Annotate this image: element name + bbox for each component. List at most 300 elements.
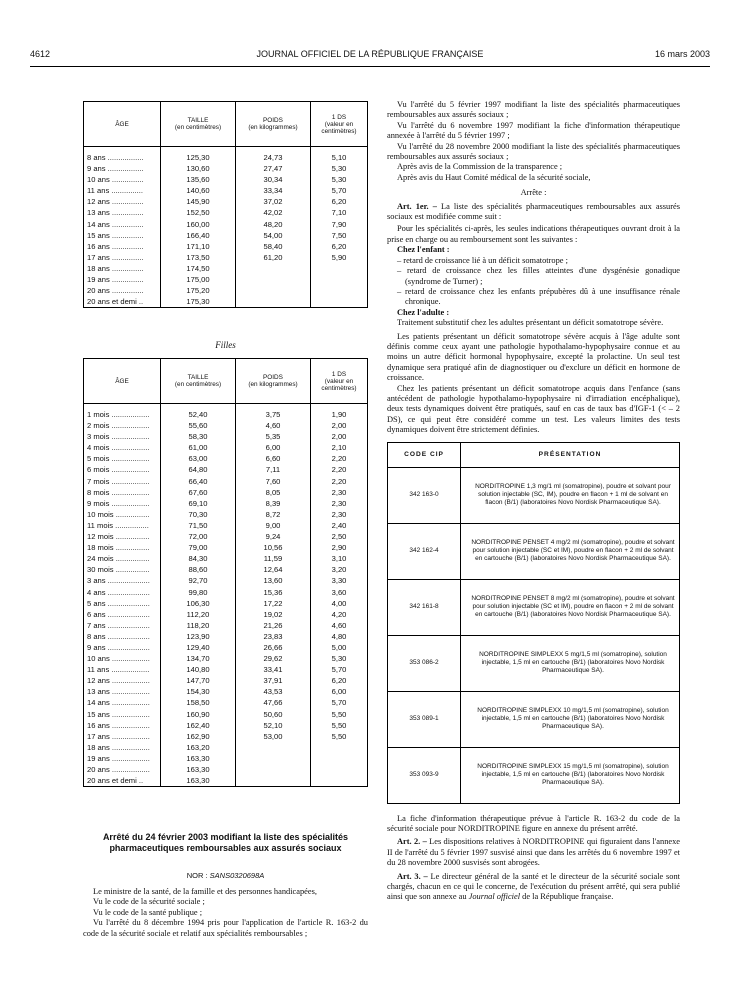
ds-cell: 5,50 [311, 709, 368, 720]
ds-cell: 6,20 [311, 675, 368, 686]
age-cell: 8 ans .................... [84, 631, 161, 642]
ds-cell: 6,20 [311, 196, 368, 207]
list-item: – retard de croissance chez les enfants prépubères dû à une insuffisance rénale chronique. [397, 286, 680, 307]
table-row [84, 464, 368, 475]
age-cell: 13 ans ............... [84, 207, 161, 218]
poids-cell: 52,10 [236, 720, 311, 731]
table-row [84, 587, 368, 598]
taille-cell: 140,60 [161, 185, 236, 196]
poids-cell: 24,73 [236, 152, 311, 163]
age-cell: 1 mois .................. [84, 409, 161, 420]
age-cell: 14 ans .................. [84, 697, 161, 708]
age-cell: 16 ans .................. [84, 720, 161, 731]
poids-cell: 8,72 [236, 509, 311, 520]
poids-cell [236, 742, 311, 753]
age-cell: 17 ans .................. [84, 731, 161, 742]
paragraph: Vu l'arrêté du 5 février 1997 modifiant la liste des spécialités pharmaceutiques remboursables aux assurés sociaux ; [387, 100, 680, 120]
taille-cell: 79,00 [161, 542, 236, 553]
ds-cell: 2,40 [311, 520, 368, 531]
paragraph: Chez les patients présentant un déficit somatotrope acquis dans l'enfance (sans antécédent de pathologie hypothalamo-hypophysaire ni d'irradiation encéphalique), deux tests dynamiques doivent être pratiqués, sauf en cas de taux bas d'IGF-1 (< – 2 DS), ce qui peut être considéré comme un test. Les valeurs limites des tests dynamiques doivent être strictement définies. [387, 383, 680, 435]
poids-cell: 7,11 [236, 464, 311, 475]
ds-cell: 2,30 [311, 498, 368, 509]
taille-cell: 173,50 [161, 252, 236, 263]
taille-cell: 67,60 [161, 487, 236, 498]
taille-cell: 61,00 [161, 442, 236, 453]
presentation-cell: NORDITROPINE PENSET 4 mg/2 ml (somatropine), poudre et solvant pour solution injectable (SC et IM), poudre en flacon + 2 ml de solvant en cartouche (B/1) (laboratoires Novo Nordisk Pharmaceutique SA). [461, 523, 680, 579]
taille-cell: 55,60 [161, 420, 236, 431]
taille-cell: 175,00 [161, 274, 236, 285]
ds-cell: 3,30 [311, 575, 368, 586]
age-cell: 11 ans .................. [84, 664, 161, 675]
age-cell: 2 mois .................. [84, 420, 161, 431]
age-cell: 10 ans ............... [84, 174, 161, 185]
table-row [84, 409, 368, 420]
arrete-title: Arrêté du 24 février 2003 modifiant la liste des spécialités pharmaceutiques remboursables aux assurés sociaux [102, 832, 349, 853]
age-cell: 3 ans .................... [84, 575, 161, 586]
paragraph: Pour les spécialités ci-après, les seules indications thérapeutiques ouvrant droit à la prise en charge ou au remboursement sont les suivantes : [387, 224, 680, 244]
poids-cell: 61,20 [236, 252, 311, 263]
taille-cell: 123,90 [161, 631, 236, 642]
age-cell: 12 mois ................ [84, 531, 161, 542]
table-garcons-body [84, 147, 368, 308]
taille-cell: 135,60 [161, 174, 236, 185]
ds-cell: 2,20 [311, 476, 368, 487]
ds-cell: 3,20 [311, 564, 368, 575]
ds-cell [311, 263, 368, 274]
table-row [388, 523, 680, 579]
age-cell: 19 ans .................. [84, 753, 161, 764]
taille-cell: 140,80 [161, 664, 236, 675]
ds-cell: 2,20 [311, 464, 368, 475]
ds-cell: 7,10 [311, 207, 368, 218]
taille-cell: 163,20 [161, 742, 236, 753]
table-row [84, 420, 368, 431]
taille-cell: 70,30 [161, 509, 236, 520]
taille-cell: 145,90 [161, 196, 236, 207]
page-number: 4612 [30, 49, 51, 59]
paragraph: Vu le code de la santé publique ; [93, 907, 203, 917]
poids-cell: 58,40 [236, 241, 311, 252]
presentation-cell: NORDITROPINE SIMPLEXX 15 mg/1,5 ml (somatropine), solution injectable, 1,5 ml en cartouche (B/1) (laboratoires Novo Nordisk Pharmaceutique SA). [461, 747, 680, 803]
poids-cell: 8,39 [236, 498, 311, 509]
taille-cell: 166,40 [161, 230, 236, 241]
presentation-cell: NORDITROPINE SIMPLEXX 5 mg/1,5 ml (somatropine), solution injectable, 1,5 ml en cartouche (B/1) (laboratoires Novo Nordisk Pharmaceutique SA). [461, 635, 680, 691]
taille-cell: 163,30 [161, 764, 236, 775]
taille-cell: 175,20 [161, 285, 236, 296]
age-cell: 30 mois ................ [84, 564, 161, 575]
table-row [84, 764, 368, 775]
paragraph: Après avis du Haut Comité médical de la sécurité sociale, [397, 172, 591, 182]
table-row [84, 453, 368, 464]
col-taille: TAILLE (en centimètres) [161, 102, 236, 147]
code-cip-cell: 342 162-4 [388, 523, 461, 579]
table-filles [83, 358, 368, 787]
table-row [84, 564, 368, 575]
ds-cell [311, 764, 368, 775]
subheading-enfant: Chez l'enfant : [397, 245, 450, 255]
ds-cell: 3,10 [311, 553, 368, 564]
age-cell: 7 ans .................... [84, 620, 161, 631]
poids-cell: 47,66 [236, 697, 311, 708]
poids-cell: 3,75 [236, 409, 311, 420]
table-row [84, 609, 368, 620]
poids-cell: 30,34 [236, 174, 311, 185]
age-cell: 8 ans ................. [84, 152, 161, 163]
poids-cell: 15,36 [236, 587, 311, 598]
taille-cell: 118,20 [161, 620, 236, 631]
table-garcons [83, 101, 368, 308]
code-cip-cell: 353 093-9 [388, 747, 461, 803]
poids-cell: 11,59 [236, 553, 311, 564]
ds-cell [311, 775, 368, 787]
age-cell: 7 mois .................. [84, 476, 161, 487]
ds-cell: 2,90 [311, 542, 368, 553]
taille-cell: 92,70 [161, 575, 236, 586]
table-row [84, 686, 368, 697]
table-garcons-wrap [83, 101, 368, 308]
col-age: ÂGE [84, 102, 161, 147]
age-cell: 3 mois .................. [84, 431, 161, 442]
taille-cell: 69,10 [161, 498, 236, 509]
ds-cell [311, 742, 368, 753]
age-cell: 17 ans ............... [84, 252, 161, 263]
table-row [84, 241, 368, 252]
code-cip-cell: 353 089-1 [388, 691, 461, 747]
poids-cell: 5,35 [236, 431, 311, 442]
poids-cell: 53,00 [236, 731, 311, 742]
table-row [84, 285, 368, 296]
col-poids: POIDS (en kilogrammes) [236, 359, 311, 404]
taille-cell: 171,10 [161, 241, 236, 252]
code-cip-cell: 342 161-8 [388, 579, 461, 635]
poids-cell: 29,62 [236, 653, 311, 664]
issue-date: 16 mars 2003 [654, 49, 710, 59]
age-cell: 4 mois .................. [84, 442, 161, 453]
table-filles-body [84, 404, 368, 787]
table-row [84, 476, 368, 487]
poids-cell: 17,22 [236, 598, 311, 609]
taille-cell: 163,30 [161, 753, 236, 764]
header-rule [30, 66, 710, 67]
table-row [84, 263, 368, 274]
paragraph: Après avis de la Commission de la transparence ; [397, 162, 563, 172]
poids-cell: 8,05 [236, 487, 311, 498]
taille-cell: 130,60 [161, 163, 236, 174]
ds-cell: 4,60 [311, 620, 368, 631]
age-cell: 9 ans ................. [84, 163, 161, 174]
age-cell: 9 ans .................... [84, 642, 161, 653]
journal-title: JOURNAL OFFICIEL DE LA RÉPUBLIQUE FRANÇAISE [256, 49, 484, 59]
table-row [84, 653, 368, 664]
subheading-adulte: Chez l'adulte : [397, 307, 450, 317]
age-cell: 14 ans ............... [84, 219, 161, 230]
age-cell: 16 ans ............... [84, 241, 161, 252]
poids-cell: 23,83 [236, 631, 311, 642]
taille-cell: 152,50 [161, 207, 236, 218]
col-presentation: PRÉSENTATION [461, 442, 680, 467]
taille-cell: 58,30 [161, 431, 236, 442]
ds-cell: 3,60 [311, 587, 368, 598]
taille-cell: 129,40 [161, 642, 236, 653]
table-row [84, 442, 368, 453]
right-column [387, 100, 680, 903]
table-row [388, 579, 680, 635]
age-cell: 15 ans .................. [84, 709, 161, 720]
age-cell: 20 ans et demi .. [84, 296, 161, 308]
age-cell: 18 mois ................ [84, 542, 161, 553]
taille-cell: 175,30 [161, 296, 236, 308]
age-cell: 15 ans ............... [84, 230, 161, 241]
article-1: Art. 1er. – La liste des spécialités pharmaceutiques remboursables aux assurés sociaux est modifiée comme suit : [387, 201, 681, 222]
presentation-cell: NORDITROPINE PENSET 8 mg/2 ml (somatropine), poudre et solvant pour solution injectable (SC et IM), poudre en flacon + 2 ml de solvant en cartouche (B/1) (laboratoires Novo Nordisk Pharmaceutique SA). [461, 579, 680, 635]
ds-cell: 5,00 [311, 642, 368, 653]
ds-cell: 5,30 [311, 174, 368, 185]
poids-cell: 26,66 [236, 642, 311, 653]
ds-cell: 5,10 [311, 152, 368, 163]
age-cell: 9 mois .................. [84, 498, 161, 509]
poids-cell: 21,26 [236, 620, 311, 631]
age-cell: 18 ans .................. [84, 742, 161, 753]
taille-cell: 52,40 [161, 409, 236, 420]
taille-cell: 162,40 [161, 720, 236, 731]
table-row [84, 620, 368, 631]
table-row [84, 542, 368, 553]
taille-cell: 66,40 [161, 476, 236, 487]
taille-cell: 125,30 [161, 152, 236, 163]
table-row [84, 163, 368, 174]
ds-cell: 2,00 [311, 420, 368, 431]
ds-cell: 2,00 [311, 431, 368, 442]
table-row [84, 742, 368, 753]
code-cip-cell: 353 086-2 [388, 635, 461, 691]
table-row [84, 775, 368, 787]
article-2: Art. 2. – Les dispositions relatives à NORDITROPINE qui figuraient dans l'annexe II de l'arrêté du 5 février 1997 susvisé ainsi que dans les arrêtés du 6 novembre 1997 et du 28 novembre 2000 susvisés sont abrogées. [387, 837, 680, 868]
table-row [84, 498, 368, 509]
filles-label: Filles [215, 340, 236, 350]
poids-cell: 33,41 [236, 664, 311, 675]
col-ds: 1 DS (valeur en centimètres) [311, 359, 368, 404]
ds-cell [311, 274, 368, 285]
presentation-table [387, 442, 680, 804]
table-row [84, 642, 368, 653]
table-row [84, 509, 368, 520]
age-cell: 8 mois .................. [84, 487, 161, 498]
code-cip-cell: 342 163-0 [388, 467, 461, 523]
taille-cell: 158,50 [161, 697, 236, 708]
col-ds: 1 DS (valeur en centimètres) [311, 102, 368, 147]
poids-cell: 10,56 [236, 542, 311, 553]
ds-cell: 5,70 [311, 185, 368, 196]
ds-cell: 5,50 [311, 720, 368, 731]
taille-cell: 88,60 [161, 564, 236, 575]
taille-cell: 72,00 [161, 531, 236, 542]
table-row [84, 664, 368, 675]
table-row [84, 675, 368, 686]
taille-cell: 63,00 [161, 453, 236, 464]
presentation-cell: NORDITROPINE SIMPLEXX 10 mg/1,5 ml (somatropine), solution injectable, 1,5 ml en cartouche (B/1) (laboratoires Novo Nordisk Pharmaceutique SA). [461, 691, 680, 747]
presentation-table-body [388, 467, 680, 803]
age-cell: 6 mois .................. [84, 464, 161, 475]
taille-cell: 84,30 [161, 553, 236, 564]
poids-cell: 54,00 [236, 230, 311, 241]
taille-cell: 160,90 [161, 709, 236, 720]
ds-cell: 7,90 [311, 219, 368, 230]
poids-cell: 9,00 [236, 520, 311, 531]
age-cell: 13 ans .................. [84, 686, 161, 697]
poids-cell [236, 753, 311, 764]
taille-cell: 147,70 [161, 675, 236, 686]
col-poids: POIDS (en kilogrammes) [236, 102, 311, 147]
taille-cell: 162,90 [161, 731, 236, 742]
col-code-cip: CODE CIP [388, 442, 461, 467]
age-cell: 20 ans et demi .. [84, 775, 161, 787]
table-row [84, 520, 368, 531]
list-item: – retard de croissance chez les filles atteintes d'une dysgénésie gonadique (syndrome de Turner) ; [397, 266, 680, 286]
article-3: Art. 3. – Le directeur général de la santé et le directeur de la sécurité sociale sont chargés, chacun en ce qui le concerne, de l'exécution du présent arrêté, qui sera publié ainsi que son annexe au Journal officiel de la République française. [387, 871, 680, 902]
age-cell: 12 ans ............... [84, 196, 161, 207]
ds-cell: 2,50 [311, 531, 368, 542]
page-header [30, 49, 710, 63]
ds-cell: 6,00 [311, 686, 368, 697]
age-cell: 20 ans .................. [84, 764, 161, 775]
paragraph: Vu l'arrêté du 6 novembre 1997 modifiant la fiche d'information thérapeutique annexée à l'arrêté du 5 février 1997 ; [387, 120, 680, 141]
age-cell: 10 mois ................ [84, 509, 161, 520]
age-cell: 11 mois ................ [84, 520, 161, 531]
poids-cell: 37,02 [236, 196, 311, 207]
taille-cell: 71,50 [161, 520, 236, 531]
paragraph: La fiche d'information thérapeutique prévue à l'article R. 163-2 du code de la sécurité sociale pour NORDITROPINE figure en annexe du présent arrêté. [387, 813, 680, 833]
poids-cell: 27,47 [236, 163, 311, 174]
table-row [84, 575, 368, 586]
table-row [388, 467, 680, 523]
table-row [84, 296, 368, 308]
ds-cell: 1,90 [311, 409, 368, 420]
ds-cell: 2,20 [311, 453, 368, 464]
taille-cell: 154,30 [161, 686, 236, 697]
taille-cell: 99,80 [161, 587, 236, 598]
ds-cell: 5,70 [311, 664, 368, 675]
age-cell: 12 ans .................. [84, 675, 161, 686]
ds-cell: 7,50 [311, 230, 368, 241]
poids-cell [236, 285, 311, 296]
table-row [84, 174, 368, 185]
table-row [388, 635, 680, 691]
paragraph: Le ministre de la santé, de la famille et des personnes handicapées, [93, 887, 317, 896]
table-row [84, 753, 368, 764]
col-age: ÂGE [84, 359, 161, 404]
age-cell: 24 mois ................ [84, 553, 161, 564]
table-filles-wrap [83, 358, 368, 787]
ds-cell: 5,30 [311, 653, 368, 664]
age-cell: 10 ans .................. [84, 653, 161, 664]
age-cell: 4 ans .................... [84, 587, 161, 598]
age-cell: 11 ans ............... [84, 185, 161, 196]
poids-cell: 9,24 [236, 531, 311, 542]
age-cell: 5 ans .................... [84, 598, 161, 609]
age-cell: 5 mois .................. [84, 453, 161, 464]
poids-cell [236, 764, 311, 775]
table-row [84, 553, 368, 564]
ds-cell: 5,50 [311, 731, 368, 742]
poids-cell [236, 263, 311, 274]
paragraph: Les patients présentant un déficit somatotrope sévère acquis à l'âge adulte sont définis comme ceux ayant une pathologie hypothalamo-hypophysaire connue et au moins un autre déficit hormonal hypophysaire, excepté la prolactine. Un seul test dynamique sera pratiqué afin de diagnostiquer ou d'exclure un déficit en hormone de croissance. [387, 331, 680, 383]
poids-cell: 12,64 [236, 564, 311, 575]
ds-cell: 5,90 [311, 252, 368, 263]
nor-line: NOR : SANS0320698A [186, 871, 265, 880]
age-cell: 19 ans ............... [84, 274, 161, 285]
taille-cell: 64,80 [161, 464, 236, 475]
ds-cell: 2,10 [311, 442, 368, 453]
col-taille: TAILLE (en centimètres) [161, 359, 236, 404]
poids-cell: 37,91 [236, 675, 311, 686]
taille-cell: 112,20 [161, 609, 236, 620]
table-row [84, 487, 368, 498]
ds-cell: 5,70 [311, 697, 368, 708]
age-cell: 6 ans .................... [84, 609, 161, 620]
table-row [84, 252, 368, 263]
ds-cell: 5,30 [311, 163, 368, 174]
table-row [84, 598, 368, 609]
table-row [84, 274, 368, 285]
arrete-preamble [83, 887, 368, 939]
poids-cell: 19,02 [236, 609, 311, 620]
nor-value: SANS0320698A [209, 871, 265, 880]
ds-cell: 4,00 [311, 598, 368, 609]
poids-cell: 43,53 [236, 686, 311, 697]
table-row [84, 207, 368, 218]
table-row [84, 219, 368, 230]
poids-cell: 7,60 [236, 476, 311, 487]
age-cell: 20 ans ............... [84, 285, 161, 296]
poids-cell [236, 775, 311, 787]
ds-cell: 2,30 [311, 487, 368, 498]
poids-cell: 6,00 [236, 442, 311, 453]
ds-cell [311, 753, 368, 764]
poids-cell: 42,02 [236, 207, 311, 218]
poids-cell: 50,60 [236, 709, 311, 720]
table-row [84, 709, 368, 720]
table-row [84, 185, 368, 196]
table-row [84, 720, 368, 731]
table-row [84, 531, 368, 542]
table-row [84, 631, 368, 642]
ds-cell: 2,30 [311, 509, 368, 520]
poids-cell: 48,20 [236, 219, 311, 230]
list-item: – retard de croissance lié à un déficit somatotrope ; [397, 255, 568, 265]
arrete-word: Arrête : [520, 188, 547, 198]
poids-cell: 4,60 [236, 420, 311, 431]
paragraph: Vu le code de la sécurité sociale ; [93, 897, 205, 907]
poids-cell [236, 274, 311, 285]
paragraph: Vu l'arrêté du 8 décembre 1994 pris pour l'application de l'article R. 163-2 du code de la sécurité sociale et relatif aux spécialités remboursables ; [83, 918, 368, 938]
ds-cell [311, 296, 368, 308]
ds-cell [311, 285, 368, 296]
taille-cell: 106,30 [161, 598, 236, 609]
poids-cell: 33,34 [236, 185, 311, 196]
taille-cell: 163,30 [161, 775, 236, 787]
poids-cell: 6,60 [236, 453, 311, 464]
ds-cell: 4,80 [311, 631, 368, 642]
table-row [388, 691, 680, 747]
table-row [388, 747, 680, 803]
ds-cell: 4,20 [311, 609, 368, 620]
presentation-cell: NORDITROPINE 1,3 mg/1 ml (somatropine), poudre et solvant pour solution injectable (SC, IM), poudre en flacon + 1 ml de solvant en flacon (B/1) (laboratoires Novo Nordisk Pharmaceutique SA). [461, 467, 680, 523]
taille-cell: 134,70 [161, 653, 236, 664]
paragraph: Traitement substitutif chez les adultes présentant un déficit somatotrope sévère. [397, 318, 664, 328]
taille-cell: 160,00 [161, 219, 236, 230]
table-row [84, 196, 368, 207]
table-row [84, 152, 368, 163]
